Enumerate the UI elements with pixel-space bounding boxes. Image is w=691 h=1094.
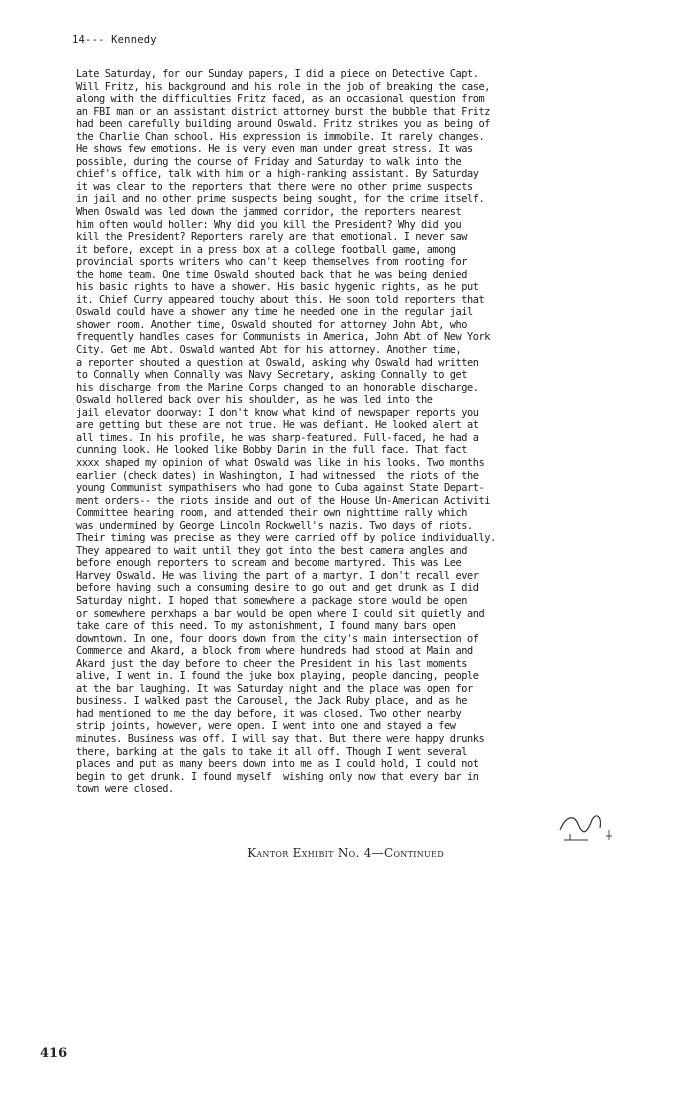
handwritten-mark (548, 806, 638, 842)
text-line: at the bar laughing. It was Saturday night and the place was open for (76, 682, 473, 695)
text-line: business. I walked past the Carousel, the Jack Ruby place, and as he (76, 695, 467, 708)
text-line: before enough reporters to scream and become martyred. This was Lee (76, 557, 462, 570)
text-line: When Oswald was led down the jammed corridor, the reporters nearest (76, 206, 462, 219)
text-line: chief's office, talk with him or a high-ranking assistant. By Saturday (76, 168, 479, 181)
text-line: young Communist sympathisers who had gone to Cuba against State Depart- (76, 482, 485, 495)
text-line: frequently handles cases for Communists in America, John Abt of New York (76, 331, 490, 344)
text-line: are getting but these are not true. He was defiant. He looked alert at (76, 419, 479, 432)
text-line: before having such a consuming desire to go out and get drunk as I did (76, 582, 479, 595)
text-line: it. Chief Curry appeared touchy about this. He soon told reporters that (76, 293, 485, 306)
text-line: He shows few emotions. He is very even man under great stress. It was (76, 143, 473, 156)
text-line: had mentioned to me the day before, it was closed. Two other nearby (76, 707, 462, 720)
text-line: alive, I went in. I found the juke box playing, people dancing, people (76, 670, 479, 683)
text-line: ment orders-- the riots inside and out of the House Un-American Activiti (76, 494, 490, 507)
text-line: Committee hearing room, and attended their own nighttime rally which (76, 507, 467, 520)
text-line: Will Fritz, his background and his role in the job of breaking the case, (76, 80, 490, 93)
text-line: Oswald hollered back over his shoulder, as he was led into the (76, 394, 433, 407)
text-line: or somewhere perxhaps a bar would be open where I could sit quietly and (76, 607, 485, 620)
text-line: cunning look. He looked like Bobby Darin in the full face. That fact (76, 444, 467, 457)
text-line: Commerce and Akard, a block from where hundreds had stood at Main and (76, 645, 473, 658)
text-line: Harvey Oswald. He was living the part of a martyr. I don't recall ever (76, 569, 479, 582)
text-line: it was clear to the reporters that there were no other prime suspects (76, 180, 473, 193)
page-header: 14--- Kennedy (72, 34, 157, 46)
text-line: there, barking at the gals to take it all off. Though I went several (76, 745, 467, 758)
text-line: minutes. Business was off. I will say that. But there were happy drunks (76, 732, 485, 745)
text-line: City. Get me Abt. Oswald wanted Abt for his attorney. Another time, (76, 344, 462, 357)
text-line: begin to get drunk. I found myself wishing only now that every bar in (76, 770, 479, 783)
text-line: possible, during the course of Friday and Saturday to walk into the (76, 155, 462, 168)
text-line: places and put as many beers down into me as I could hold, I could not (76, 758, 479, 771)
text-line: town were closed. (76, 783, 174, 796)
text-line: shower room. Another time, Oswald shouted for attorney John Abt, who (76, 318, 467, 331)
text-line: Akard just the day before to cheer the President in his last moments (76, 657, 467, 670)
text-line: it before, except in a press box at a college football game, among (76, 243, 456, 256)
text-line: Late Saturday, for our Sunday papers, I did a piece on Detective Capt. (76, 68, 479, 80)
text-line: his basic rights to have a shower. His basic hygenic rights, as he put (76, 281, 479, 294)
typescript-body (76, 68, 636, 796)
text-line: a reporter shouted a question at Oswald, asking why Oswald had written (76, 356, 479, 369)
text-line: an FBI man or an assistant district attorney burst the bubble that Fritz (76, 105, 490, 118)
text-line: him often would holler: Why did you kill the President? Why did you (76, 218, 462, 231)
text-line: Saturday night. I hoped that somewhere a package store would be open (76, 594, 467, 607)
text-line: the Charlie Chan school. His expression is immobile. It rarely changes. (76, 130, 485, 143)
text-line: kill the President? Reporters rarely are that emotional. I never saw (76, 231, 467, 244)
text-line: the home team. One time Oswald shouted back that he was being denied (76, 268, 467, 281)
exhibit-caption: Kantor Exhibit No. 4—Continued (247, 846, 444, 860)
text-line: strip joints, however, were open. I went into one and stayed a few (76, 720, 456, 733)
text-line: jail elevator doorway: I don't know what kind of newspaper reports you (76, 406, 479, 419)
text-line: Oswald could have a shower any time he needed one in the regular jail (76, 306, 473, 319)
text-line: his discharge from the Marine Corps changed to an honorable discharge. (76, 381, 479, 394)
text-line: all times. In his profile, he was sharp-featured. Full-faced, he had a (76, 431, 479, 444)
text-line: xxxx shaped my opinion of what Oswald was like in his looks. Two months (76, 456, 485, 469)
text-line: provincial sports writers who can't keep themselves from rooting for (76, 256, 467, 269)
text-line: in jail and no other prime suspects being sought, for the crime itself. (76, 193, 485, 206)
text-line: downtown. In one, four doors down from the city's main intersection of (76, 632, 479, 645)
text-line: to Connally when Connally was Navy Secretary, asking Connally to get (76, 369, 467, 382)
text-line: had been carefully building around Oswald. Fritz strikes you as being of (76, 118, 490, 131)
text-line: Their timing was precise as they were carried off by police individually. (76, 532, 496, 545)
text-line: They appeared to wait until they got into the best camera angles and (76, 544, 467, 557)
page-number: 416 (40, 1046, 68, 1061)
text-line: was undermined by George Lincoln Rockwell's nazis. Two days of riots. (76, 519, 473, 532)
text-line: along with the difficulties Fritz faced, as an occasional question from (76, 93, 485, 106)
text-line: take care of this need. To my astonishment, I found many bars open (76, 620, 456, 633)
text-line: earlier (check dates) in Washington, I had witnessed the riots of the (76, 469, 479, 482)
